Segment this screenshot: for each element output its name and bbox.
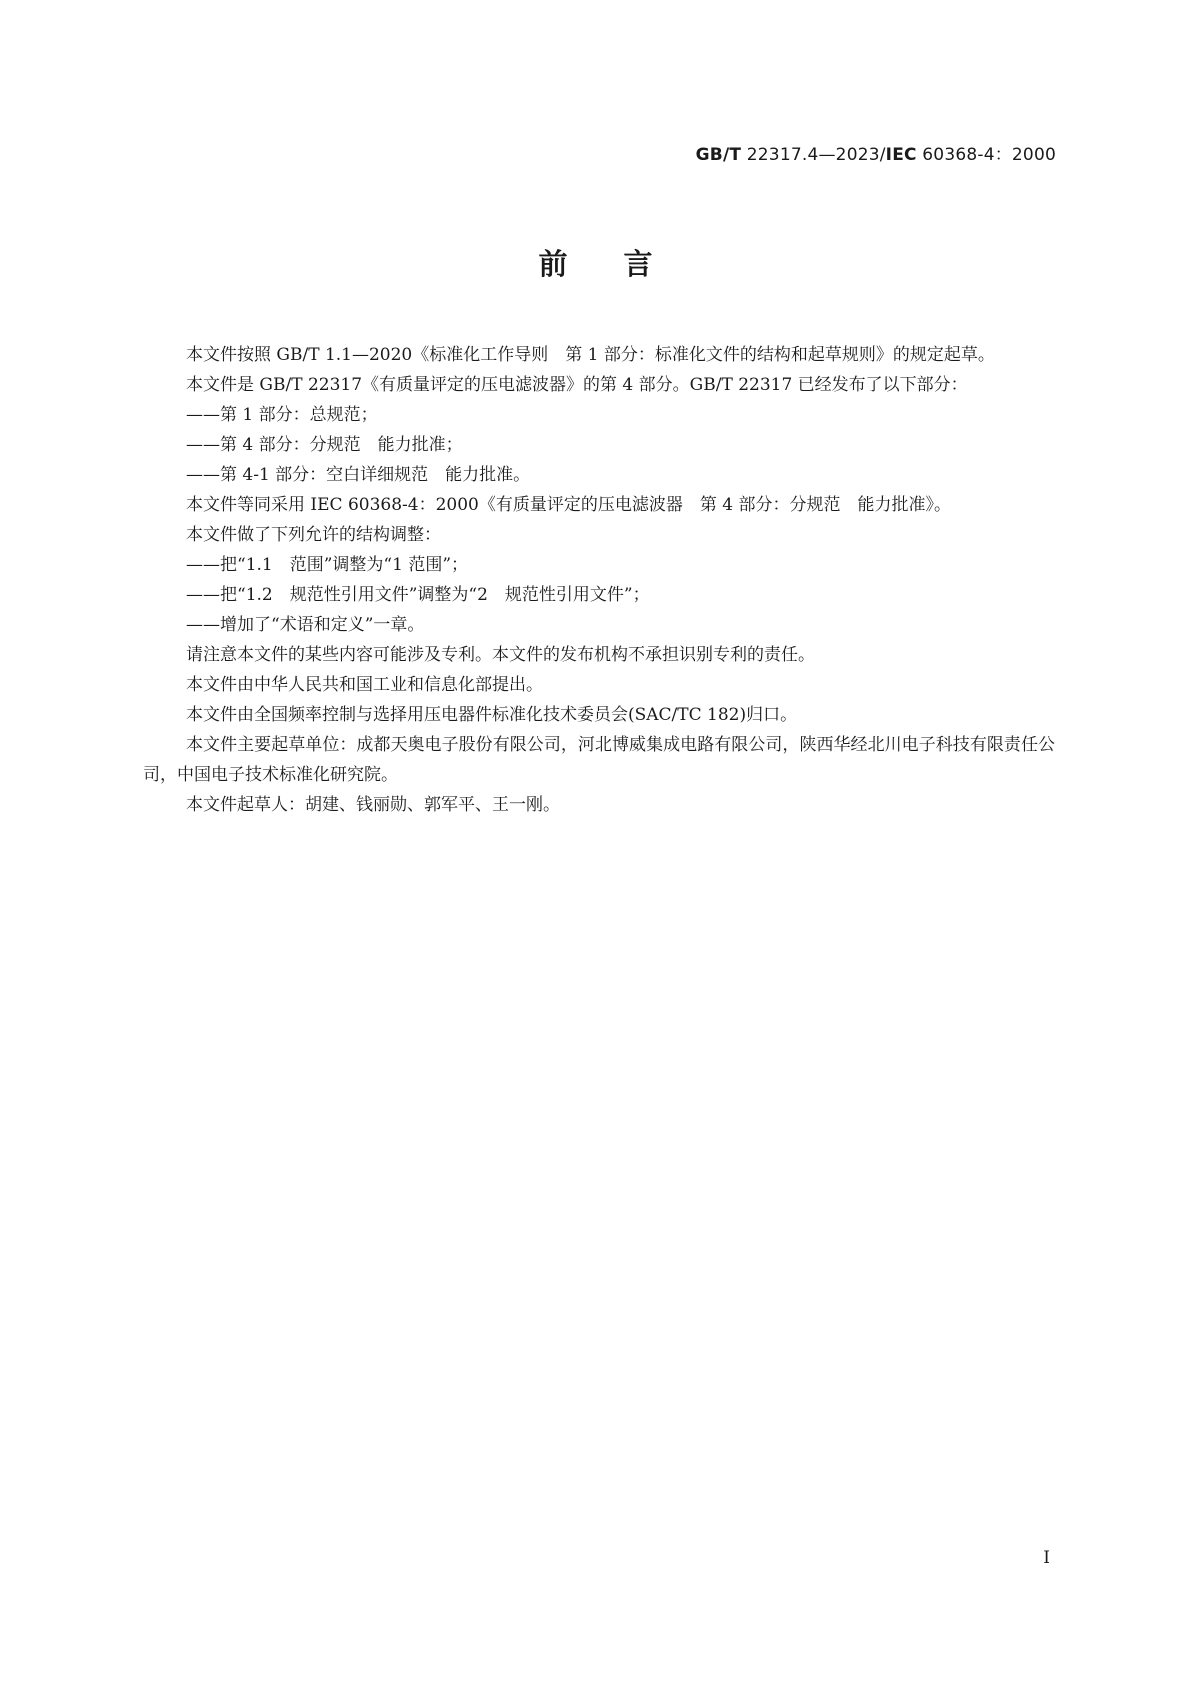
paragraph-proposer: 本文件由中华人民共和国工业和信息化部提出。 (186, 675, 543, 695)
document-code-prefix: GB/T (695, 145, 742, 165)
page-number: I (1043, 1548, 1050, 1568)
list-item-adjust-2: ——把“1.2 规范性引用文件”调整为“2 规范性引用文件”； (186, 585, 650, 605)
paragraph-adoption: 本文件等同采用 IEC 60368-4：2000《有质量评定的压电滤波器 第 4 部分：分规范 能力批准》。 (186, 495, 951, 515)
paragraph-adjust-intro: 本文件做了下列允许的结构调整： (186, 525, 441, 545)
page-title: 前言 (538, 247, 709, 281)
paragraph-drafters: 本文件起草人：胡建、钱丽勋、郭军平、王一刚。 (186, 795, 560, 815)
list-item-adjust-1: ——把“1.1 范围”调整为“1 范围”； (186, 555, 469, 575)
paragraph-series-info: 本文件是 GB/T 22317《有质量评定的压电滤波器》的第 4 部分。GB/T 22317 已经发布了以下部分： (186, 375, 968, 395)
document-code-iec-number: 60368-4：2000 (916, 145, 1056, 165)
paragraph-committee: 本文件由全国频率控制与选择用压电器件标准化技术委员会(SAC/TC 182)归口。 (186, 705, 798, 725)
list-item-part-4: ——第 4 部分：分规范 能力批准； (186, 435, 463, 455)
document-code-number: 22317.4—2023/ (741, 145, 886, 165)
foreword-body (143, 340, 1055, 820)
list-item-part-4-1: ——第 4-1 部分：空白详细规范 能力批准。 (186, 465, 531, 485)
paragraph-patent-notice: 请注意本文件的某些内容可能涉及专利。本文件的发布机构不承担识别专利的责任。 (186, 645, 815, 665)
document-code (696, 140, 1056, 165)
paragraph-drafting-rule: 本文件按照 GB/T 1.1—2020《标准化工作导则 第 1 部分：标准化文件的结构和起草规则》的规定起草。 (186, 345, 995, 365)
list-item-adjust-3: ——增加了“术语和定义”一章。 (186, 615, 425, 635)
paragraph-drafting-units: 本文件主要起草单位：成都天奥电子股份有限公司，河北博威集成电路有限公司，陕西华经北川电子科技有限责任公司，中国电子技术标准化研究院。 (143, 735, 1055, 785)
document-code-iec: IEC (885, 145, 917, 165)
list-item-part-1: ——第 1 部分：总规范； (186, 405, 378, 425)
